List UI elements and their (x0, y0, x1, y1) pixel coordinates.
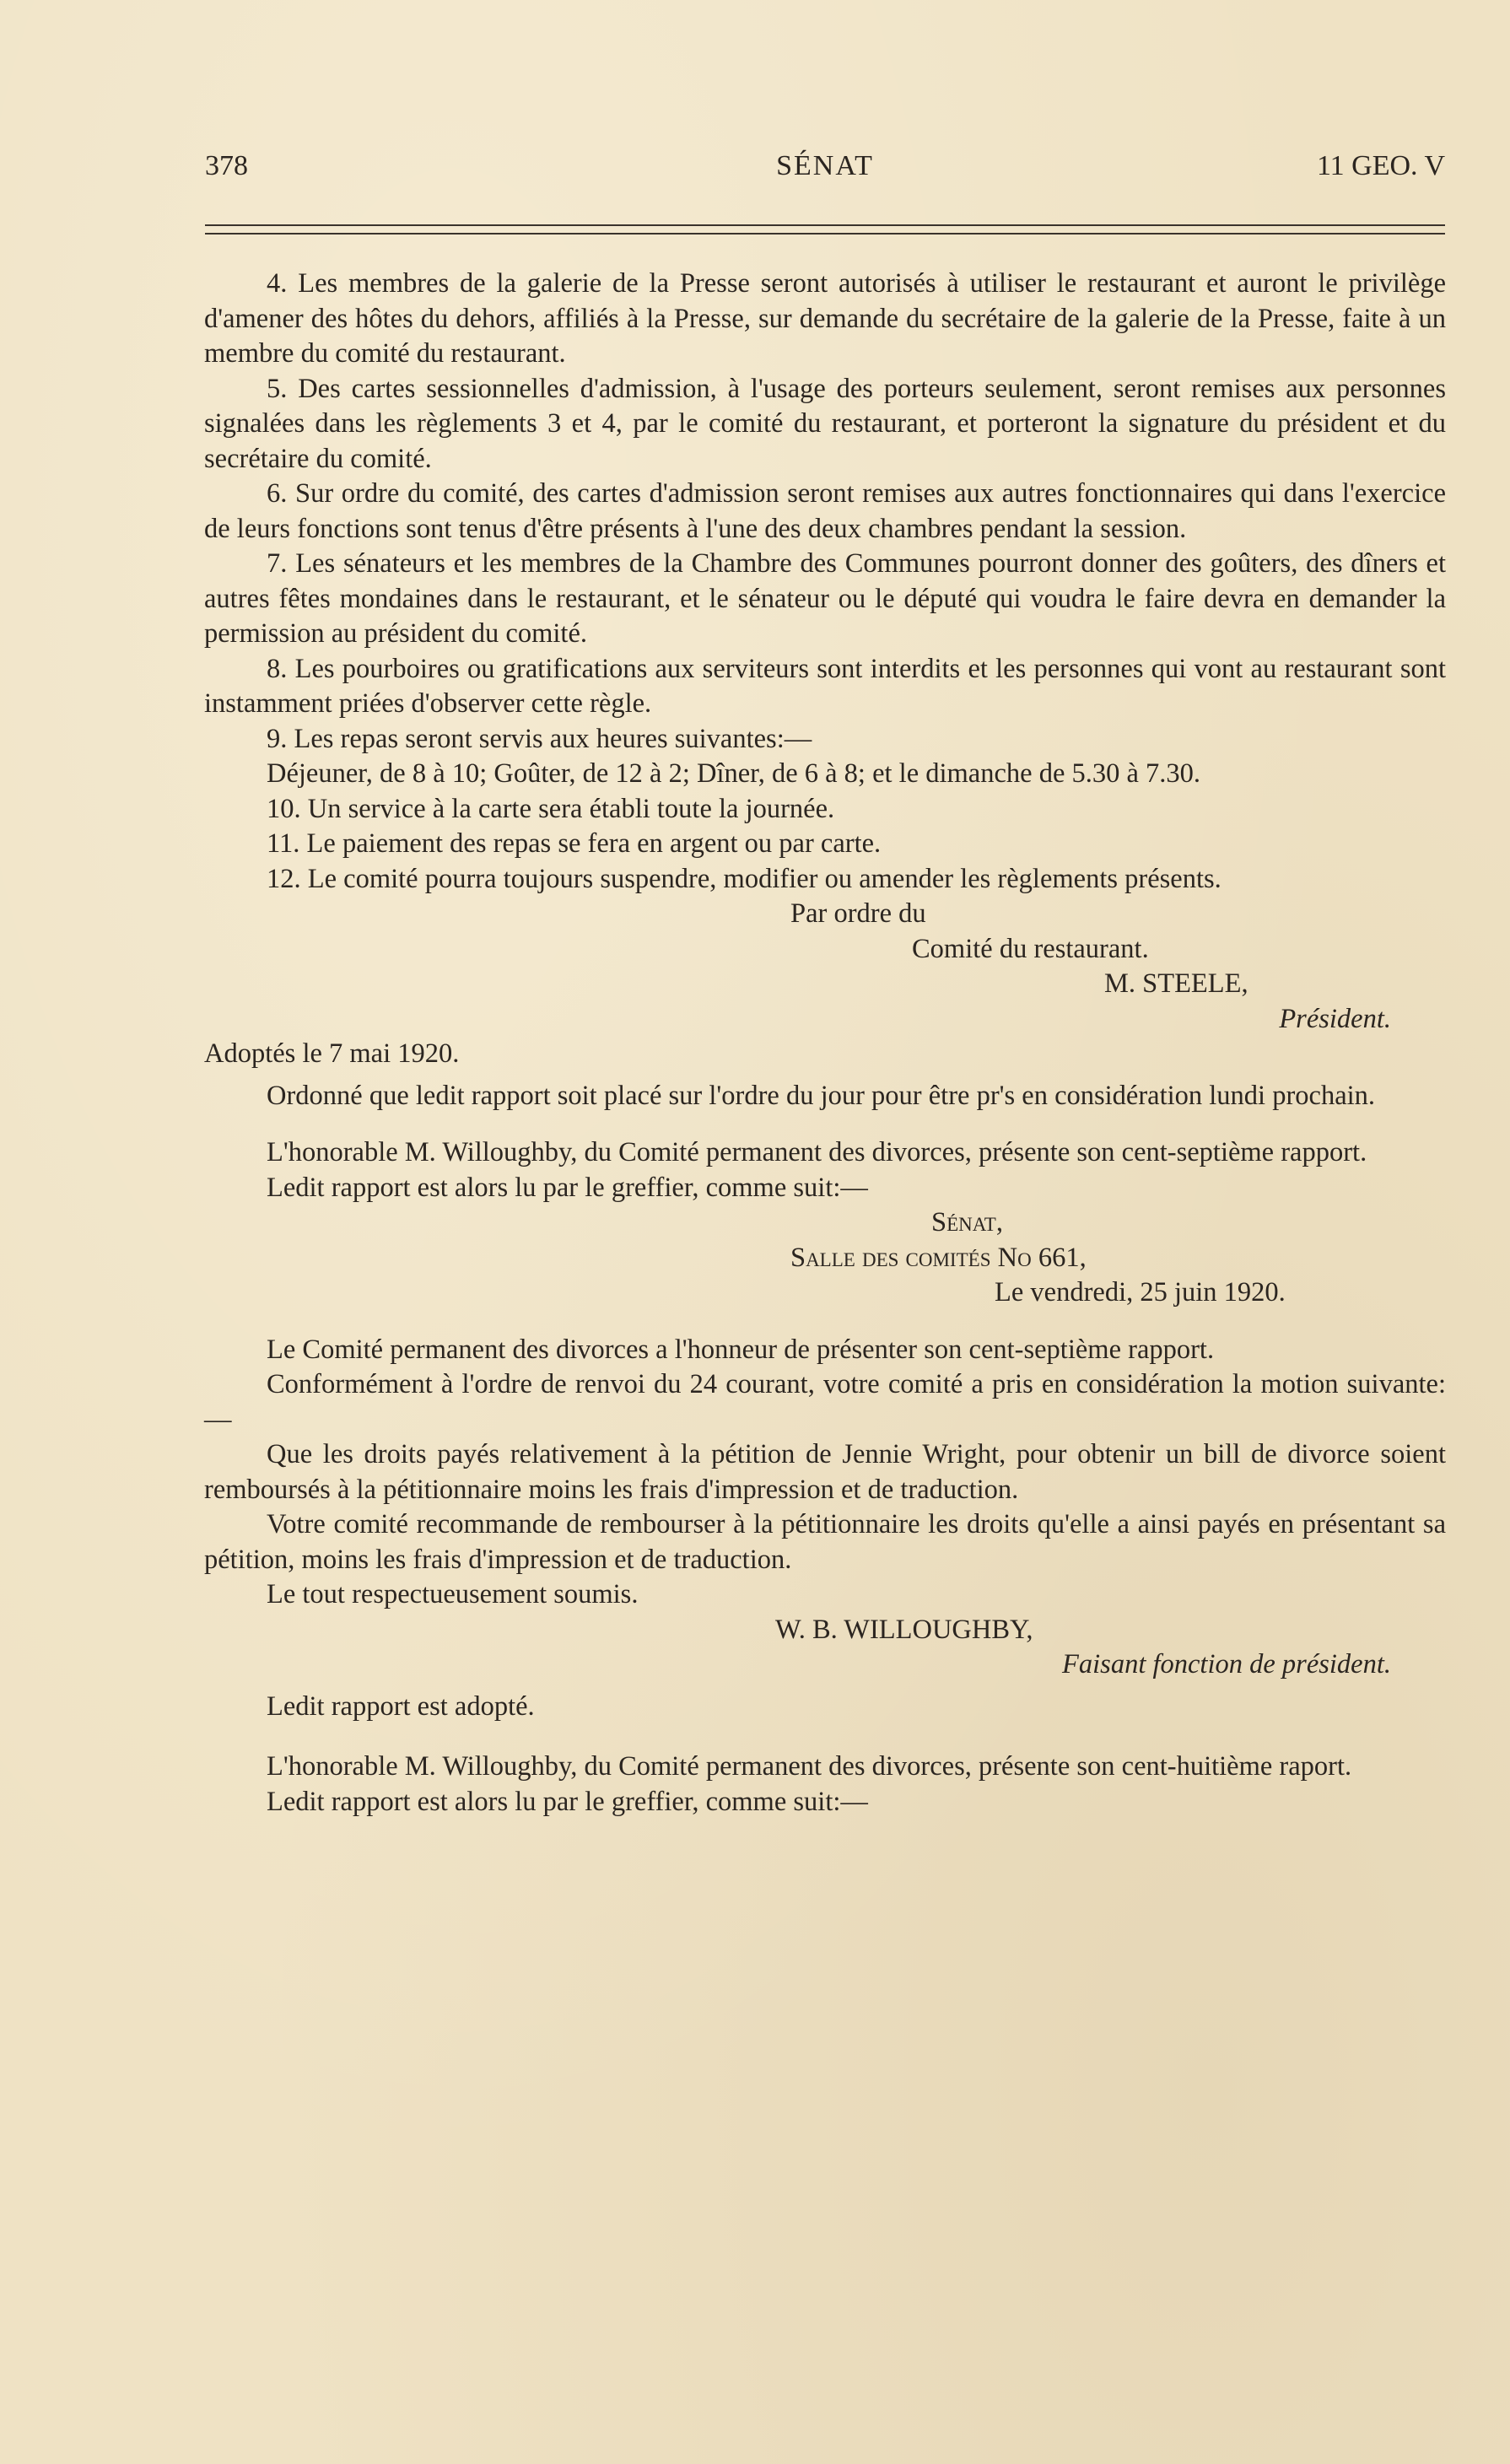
report-108-intro: L'honorable M. Willoughby, du Comité permanent des divorces, présente son cent-huitième raport. (267, 1751, 1352, 1782)
report-107-pursuant: Conformément à l'ordre de renvoi du 24 courant, votre comité a pris en considération la motion suivante:— (204, 1369, 1446, 1435)
signatory-role: Président. (1279, 1003, 1391, 1034)
restaurant-committee-signature (204, 897, 1446, 1072)
report-107-honour: Le Comité permanent des divorces a l'honneur de présenter son cent-septième rapport. (267, 1334, 1215, 1365)
rule-paragraph-9: 9. Les repas seront servis aux heures suivantes:— (267, 723, 812, 754)
header-rule-top (205, 224, 1445, 226)
header-rule-bottom (205, 233, 1445, 235)
report-107-senate (204, 1205, 1446, 1241)
rule-paragraph-4: 4. Les membres de la galerie de la Presse seront autorisés à utiliser le restaurant et auront le privilège d'amener des hôtes du dehors, affiliés à la Presse, sur demande du secrétaire de la galerie de la Presse, faite à un membre du comité du restaurant. (204, 268, 1446, 369)
report-107-room (204, 1241, 1446, 1276)
report-107-motion: Que les droits payés relativement à la pétition de Jennie Wright, pour obtenir un bill de divorce soient remboursés à la pétitionnaire moins les frais d'impression et de traduction. (204, 1439, 1446, 1505)
order-paragraph: Ordonné que ledit rapport soit placé sur l'ordre du jour pour être pr's en considération lundi prochain. (267, 1080, 1376, 1111)
page-body (204, 267, 1446, 1820)
rule-paragraph-8: 8. Les pourboires ou gratifications aux serviteurs sont interdits et les personnes qui vont au restaurant sont instamment priées d'observer cette règle. (204, 653, 1446, 719)
report-107-intro: L'honorable M. Willoughby, du Comité permanent des divorces, présente son cent-septième rapport. (267, 1137, 1367, 1167)
header-session: 11 GEO. V (1316, 150, 1445, 181)
committee-room: Salle des comités No 661, (790, 1242, 1087, 1273)
report-107-recommendation: Votre comité recommande de rembourser à la pétitionnaire les droits qu'elle a ainsi payés en présentant sa pétition, moins les frais d'impression et de traduction. (204, 1509, 1446, 1575)
meal-hours: Déjeuner, de 8 à 10; Goûter, de 12 à 2; Dîner, de 6 à 8; et le dimanche de 5.30 à 7.30. (267, 758, 1201, 789)
running-header (205, 150, 1445, 192)
rule-paragraph-11: 11. Le paiement des repas se fera en argent ou par carte. (267, 828, 882, 859)
report-107-signatory-name: W. B. WILLOUGHBY, (775, 1614, 1033, 1645)
senate-heading: Sénat, (931, 1207, 1003, 1237)
rule-paragraph-10: 10. Un service à la carte sera établi toute la journée. (267, 793, 835, 824)
report-107-signatory-role: Faisant fonction de président. (1062, 1649, 1391, 1680)
report-107-adopted: Ledit rapport est adopté. (267, 1690, 535, 1722)
adopted-date: Adoptés le 7 mai 1920. (204, 1038, 460, 1069)
report-107-read: Ledit rapport est alors lu par le greffier, comme suit:— (267, 1172, 868, 1203)
report-107-submitted: Le tout respectueusement soumis. (267, 1579, 639, 1609)
rule-paragraph-7: 7. Les sénateurs et les membres de la Chambre des Communes pourront donner des goûters, des dîners et autres fêtes mondaines dans le restaurant, et le sénateur ou le député qui voudra le faire devra en demander la permission au président du comité. (204, 548, 1446, 649)
by-order-line: Par ordre du (790, 898, 926, 929)
header-title: SÉNAT (776, 150, 874, 181)
report-108-read: Ledit rapport est alors lu par le greffier, comme suit:— (267, 1786, 868, 1817)
rule-paragraph-5: 5. Des cartes sessionnelles d'admission, à l'usage des porteurs seulement, seront remises aux personnes signalées dans les règlements 3 et 4, par le comité du restaurant, et porteront la signature du président et du secrétaire du comité. (204, 373, 1446, 474)
signatory-name: M. STEELE, (1104, 968, 1248, 999)
rule-paragraph-6: 6. Sur ordre du comité, des cartes d'admission seront remises aux autres fonctionnaires qui dans l'exercice de leurs fonctions sont tenus d'être présents à l'une des deux chambres pendant la session. (204, 478, 1446, 544)
report-107-date: Le vendredi, 25 juin 1920. (995, 1277, 1286, 1307)
page-number: 378 (205, 150, 248, 181)
committee-line: Comité du restaurant. (912, 933, 1149, 964)
rule-paragraph-12: 12. Le comité pourra toujours suspendre, modifier ou amender les règlements présents. (267, 863, 1221, 894)
